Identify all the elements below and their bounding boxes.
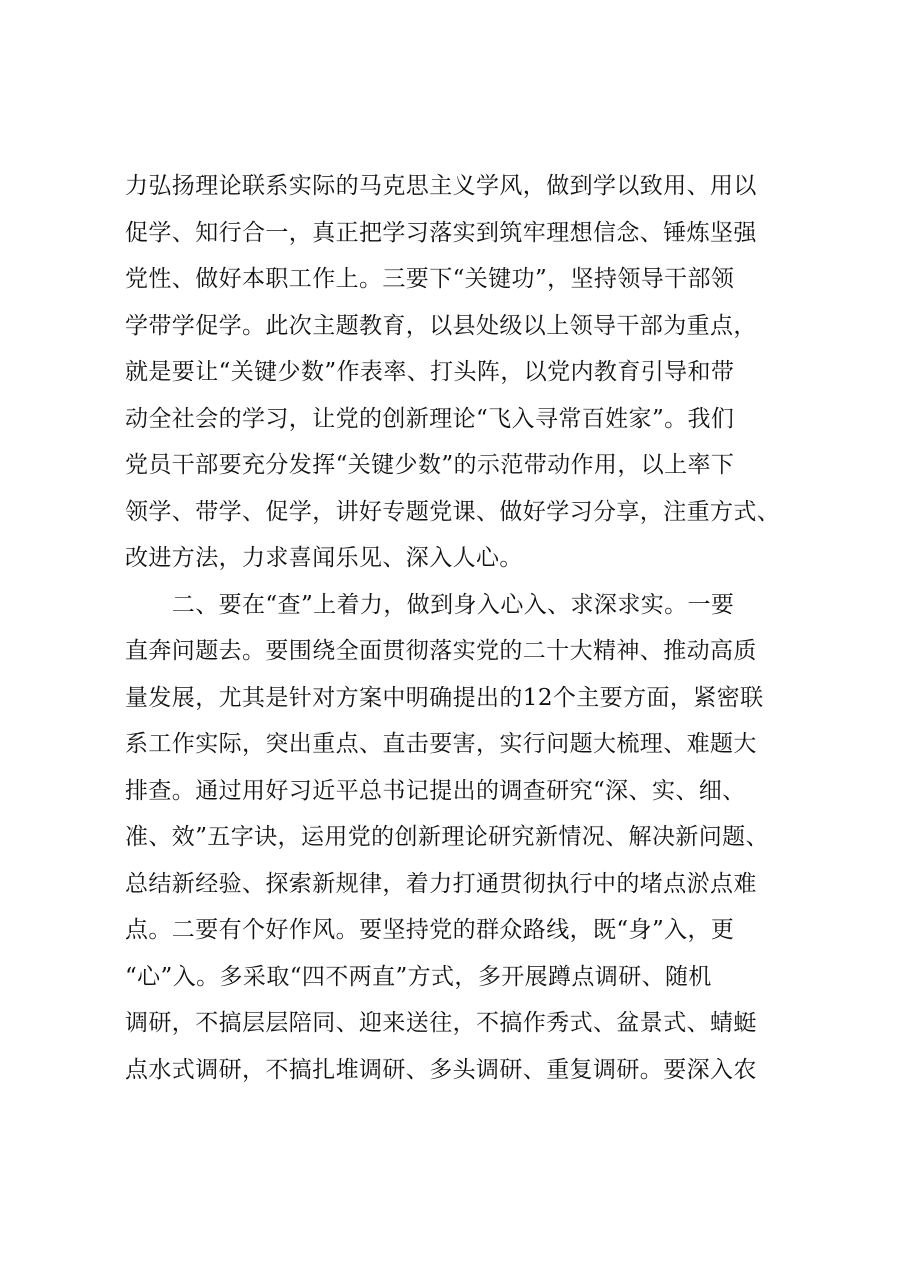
text-line: 调研，不搞层层陪同、迎来送往，不搞作秀式、盆景式、蜻蜓 bbox=[125, 1010, 757, 1036]
text-line: 动全社会的学习，让党的创新理论“飞入寻常百姓家”。我们 bbox=[125, 405, 735, 432]
text-line: 学带学促学。此次主题教育，以县处级以上领导干部为重点， bbox=[125, 312, 757, 339]
text-line: 准、效”五字诀，运用党的创新理论研究新情况、解决新问题、 bbox=[125, 824, 769, 850]
text-line: 系工作实际，突出重点、直击要害，实行问题大梳理、难题大 bbox=[125, 731, 757, 757]
text-line: 领学、带学、促学，讲好专题党课、做好学习分享，注重方式、 bbox=[125, 498, 781, 525]
text-line: 排查。通过用好习近平总书记提出的调查研究“深、实、细、 bbox=[125, 777, 746, 804]
text-line: 直奔问题去。要围绕全面贯彻落实党的二十大精神、推动高质 bbox=[125, 638, 757, 664]
text-line: 二、要在“查”上着力，做到身入心入、求深求实。一要 bbox=[125, 591, 735, 618]
text-line: 总结新经验、探索新规律，着力打通贯彻执行中的堵点淤点难 bbox=[125, 870, 757, 897]
text-line: 党性、做好本职工作上。三要下“关键功”，坚持领导干部领 bbox=[125, 266, 735, 292]
text-line: “心”入。多采取“四不两直”方式，多开展蹲点调研、随机 bbox=[125, 963, 712, 990]
text-line: 党员干部要充分发挥“关键少数”的示范带动作用，以上率下 bbox=[125, 452, 735, 478]
text-line: 量发展，尤其是针对方案中明确提出的12个主要方面，紧密联 bbox=[125, 684, 764, 711]
text-line: 就是要让“关键少数”作表率、打头阵，以党内教育引导和带 bbox=[125, 359, 735, 385]
text-line: 改进方法，力求喜闻乐见、深入人心。 bbox=[125, 545, 523, 571]
body-text bbox=[125, 163, 805, 1093]
text-line: 力弘扬理论联系实际的马克思主义学风，做到学以致用、用以 bbox=[125, 173, 757, 199]
text-line: 点水式调研，不搞扎堆调研、多头调研、重复调研。要深入农 bbox=[125, 1056, 757, 1083]
text-line: 点。二要有个好作风。要坚持党的群众路线，既“身”入，更 bbox=[125, 917, 735, 943]
text-line: 促学、知行合一，真正把学习落实到筑牢理想信念、锤炼坚强 bbox=[125, 219, 757, 246]
